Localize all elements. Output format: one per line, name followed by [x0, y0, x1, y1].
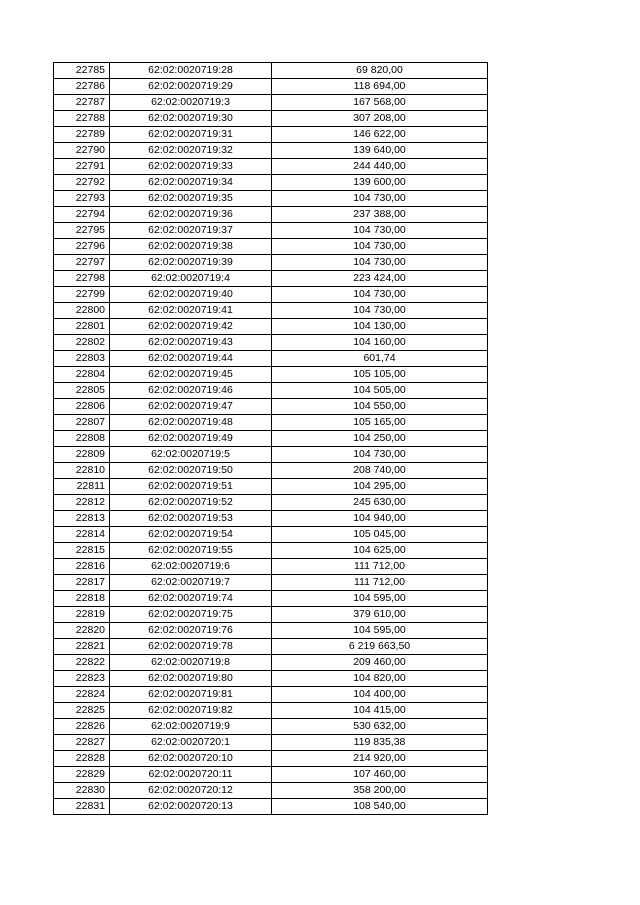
row-number-cell: 22792 [54, 175, 110, 191]
row-number-cell: 22794 [54, 207, 110, 223]
cadastral-number-cell: 62:02:0020720:12 [110, 783, 272, 799]
table-row [54, 479, 488, 495]
cadastral-number-cell: 62:02:0020719:36 [110, 207, 272, 223]
table-row [54, 111, 488, 127]
cadastral-number-cell: 62:02:0020719:39 [110, 255, 272, 271]
table-row [54, 735, 488, 751]
cadastral-number-cell: 62:02:0020719:80 [110, 671, 272, 687]
value-cell: 245 630,00 [272, 495, 488, 511]
table-row [54, 367, 488, 383]
row-number-cell: 22785 [54, 63, 110, 79]
row-number-cell: 22830 [54, 783, 110, 799]
cadastral-number-cell: 62:02:0020719:6 [110, 559, 272, 575]
row-number-cell: 22808 [54, 431, 110, 447]
table-row [54, 559, 488, 575]
row-number-cell: 22806 [54, 399, 110, 415]
row-number-cell: 22831 [54, 799, 110, 815]
value-cell: 111 712,00 [272, 559, 488, 575]
table-row [54, 143, 488, 159]
table-row [54, 703, 488, 719]
table-row [54, 655, 488, 671]
cadastral-number-cell: 62:02:0020719:52 [110, 495, 272, 511]
row-number-cell: 22804 [54, 367, 110, 383]
table-row [54, 303, 488, 319]
table-row [54, 607, 488, 623]
table-row [54, 495, 488, 511]
row-number-cell: 22786 [54, 79, 110, 95]
table-row [54, 271, 488, 287]
cadastral-number-cell: 62:02:0020719:32 [110, 143, 272, 159]
value-cell: 118 694,00 [272, 79, 488, 95]
cadastral-number-cell: 62:02:0020719:8 [110, 655, 272, 671]
value-cell: 237 388,00 [272, 207, 488, 223]
cadastral-number-cell: 62:02:0020719:41 [110, 303, 272, 319]
row-number-cell: 22826 [54, 719, 110, 735]
value-cell: 379 610,00 [272, 607, 488, 623]
cadastral-number-cell: 62:02:0020719:31 [110, 127, 272, 143]
table-body [54, 63, 488, 815]
value-cell: 167 568,00 [272, 95, 488, 111]
row-number-cell: 22796 [54, 239, 110, 255]
row-number-cell: 22820 [54, 623, 110, 639]
row-number-cell: 22821 [54, 639, 110, 655]
value-cell: 119 835,38 [272, 735, 488, 751]
row-number-cell: 22812 [54, 495, 110, 511]
value-cell: 104 505,00 [272, 383, 488, 399]
row-number-cell: 22829 [54, 767, 110, 783]
cadastral-number-cell: 62:02:0020719:49 [110, 431, 272, 447]
row-number-cell: 22805 [54, 383, 110, 399]
table-row [54, 335, 488, 351]
cadastral-number-cell: 62:02:0020719:51 [110, 479, 272, 495]
table-row [54, 463, 488, 479]
cadastral-number-cell: 62:02:0020719:42 [110, 319, 272, 335]
cadastral-number-cell: 62:02:0020719:47 [110, 399, 272, 415]
value-cell: 104 730,00 [272, 447, 488, 463]
table-row [54, 255, 488, 271]
value-cell: 139 600,00 [272, 175, 488, 191]
cadastral-number-cell: 62:02:0020719:7 [110, 575, 272, 591]
cadastral-number-cell: 62:02:0020719:28 [110, 63, 272, 79]
row-number-cell: 22811 [54, 479, 110, 495]
value-cell: 209 460,00 [272, 655, 488, 671]
table-row [54, 415, 488, 431]
row-number-cell: 22795 [54, 223, 110, 239]
value-cell: 105 165,00 [272, 415, 488, 431]
cadastral-number-cell: 62:02:0020719:44 [110, 351, 272, 367]
row-number-cell: 22813 [54, 511, 110, 527]
value-cell: 146 622,00 [272, 127, 488, 143]
row-number-cell: 22791 [54, 159, 110, 175]
table-row [54, 687, 488, 703]
row-number-cell: 22803 [54, 351, 110, 367]
table-row [54, 575, 488, 591]
value-cell: 104 595,00 [272, 623, 488, 639]
value-cell: 104 940,00 [272, 511, 488, 527]
table-row [54, 159, 488, 175]
table-row [54, 383, 488, 399]
table-row [54, 639, 488, 655]
table-row [54, 431, 488, 447]
row-number-cell: 22814 [54, 527, 110, 543]
row-number-cell: 22798 [54, 271, 110, 287]
table-row [54, 591, 488, 607]
row-number-cell: 22819 [54, 607, 110, 623]
row-number-cell: 22807 [54, 415, 110, 431]
cadastral-number-cell: 62:02:0020719:40 [110, 287, 272, 303]
cadastral-number-cell: 62:02:0020719:78 [110, 639, 272, 655]
value-cell: 104 250,00 [272, 431, 488, 447]
row-number-cell: 22816 [54, 559, 110, 575]
value-cell: 214 920,00 [272, 751, 488, 767]
row-number-cell: 22828 [54, 751, 110, 767]
value-cell: 139 640,00 [272, 143, 488, 159]
table-row [54, 239, 488, 255]
table-row [54, 207, 488, 223]
cadastral-number-cell: 62:02:0020719:5 [110, 447, 272, 463]
table-row [54, 79, 488, 95]
cadastral-number-cell: 62:02:0020719:4 [110, 271, 272, 287]
cadastral-number-cell: 62:02:0020719:37 [110, 223, 272, 239]
table-row [54, 543, 488, 559]
value-cell: 104 295,00 [272, 479, 488, 495]
value-cell: 104 820,00 [272, 671, 488, 687]
row-number-cell: 22801 [54, 319, 110, 335]
table-row [54, 175, 488, 191]
value-cell: 104 730,00 [272, 223, 488, 239]
value-cell: 104 730,00 [272, 303, 488, 319]
row-number-cell: 22825 [54, 703, 110, 719]
row-number-cell: 22790 [54, 143, 110, 159]
row-number-cell: 22799 [54, 287, 110, 303]
row-number-cell: 22818 [54, 591, 110, 607]
value-cell: 108 540,00 [272, 799, 488, 815]
row-number-cell: 22817 [54, 575, 110, 591]
cadastral-number-cell: 62:02:0020719:46 [110, 383, 272, 399]
table-row [54, 319, 488, 335]
value-cell: 105 045,00 [272, 527, 488, 543]
value-cell: 104 625,00 [272, 543, 488, 559]
cadastral-number-cell: 62:02:0020719:53 [110, 511, 272, 527]
value-cell: 104 415,00 [272, 703, 488, 719]
value-cell: 104 730,00 [272, 191, 488, 207]
value-cell: 104 730,00 [272, 287, 488, 303]
row-number-cell: 22800 [54, 303, 110, 319]
value-cell: 307 208,00 [272, 111, 488, 127]
table-row [54, 671, 488, 687]
value-cell: 107 460,00 [272, 767, 488, 783]
cadastral-number-cell: 62:02:0020719:54 [110, 527, 272, 543]
value-cell: 104 400,00 [272, 687, 488, 703]
value-cell: 104 160,00 [272, 335, 488, 351]
value-cell: 208 740,00 [272, 463, 488, 479]
cadastral-number-cell: 62:02:0020719:29 [110, 79, 272, 95]
cadastral-number-cell: 62:02:0020719:33 [110, 159, 272, 175]
cadastral-number-cell: 62:02:0020720:10 [110, 751, 272, 767]
value-cell: 223 424,00 [272, 271, 488, 287]
cadastral-number-cell: 62:02:0020719:81 [110, 687, 272, 703]
table-row [54, 191, 488, 207]
value-cell: 6 219 663,50 [272, 639, 488, 655]
row-number-cell: 22810 [54, 463, 110, 479]
table-row [54, 623, 488, 639]
cadastral-number-cell: 62:02:0020719:30 [110, 111, 272, 127]
cadastral-number-cell: 62:02:0020719:9 [110, 719, 272, 735]
cadastral-number-cell: 62:02:0020719:38 [110, 239, 272, 255]
row-number-cell: 22809 [54, 447, 110, 463]
row-number-cell: 22824 [54, 687, 110, 703]
table-row [54, 511, 488, 527]
row-number-cell: 22827 [54, 735, 110, 751]
table-row [54, 287, 488, 303]
table-row [54, 223, 488, 239]
cadastral-number-cell: 62:02:0020719:35 [110, 191, 272, 207]
value-cell: 104 730,00 [272, 255, 488, 271]
table-row [54, 399, 488, 415]
table-row [54, 63, 488, 79]
value-cell: 104 730,00 [272, 239, 488, 255]
value-cell: 601,74 [272, 351, 488, 367]
row-number-cell: 22787 [54, 95, 110, 111]
table-row [54, 751, 488, 767]
value-cell: 530 632,00 [272, 719, 488, 735]
cadastral-number-cell: 62:02:0020719:50 [110, 463, 272, 479]
row-number-cell: 22822 [54, 655, 110, 671]
row-number-cell: 22788 [54, 111, 110, 127]
cadastral-number-cell: 62:02:0020719:82 [110, 703, 272, 719]
cadastral-number-cell: 62:02:0020720:11 [110, 767, 272, 783]
cadastral-number-cell: 62:02:0020719:34 [110, 175, 272, 191]
table-row [54, 783, 488, 799]
value-cell: 111 712,00 [272, 575, 488, 591]
cadastral-number-cell: 62:02:0020720:1 [110, 735, 272, 751]
value-cell: 244 440,00 [272, 159, 488, 175]
cadastral-number-cell: 62:02:0020719:3 [110, 95, 272, 111]
row-number-cell: 22815 [54, 543, 110, 559]
value-cell: 104 595,00 [272, 591, 488, 607]
table-row [54, 767, 488, 783]
table-row [54, 527, 488, 543]
cadastral-number-cell: 62:02:0020719:74 [110, 591, 272, 607]
value-cell: 104 550,00 [272, 399, 488, 415]
cadastral-value-table [53, 62, 488, 815]
table-row [54, 799, 488, 815]
table-row [54, 127, 488, 143]
cadastral-number-cell: 62:02:0020719:55 [110, 543, 272, 559]
row-number-cell: 22802 [54, 335, 110, 351]
row-number-cell: 22793 [54, 191, 110, 207]
cadastral-number-cell: 62:02:0020719:75 [110, 607, 272, 623]
cadastral-number-cell: 62:02:0020719:45 [110, 367, 272, 383]
table-row [54, 351, 488, 367]
row-number-cell: 22797 [54, 255, 110, 271]
table-row [54, 719, 488, 735]
value-cell: 358 200,00 [272, 783, 488, 799]
table-row [54, 95, 488, 111]
cadastral-number-cell: 62:02:0020719:43 [110, 335, 272, 351]
row-number-cell: 22823 [54, 671, 110, 687]
cadastral-number-cell: 62:02:0020720:13 [110, 799, 272, 815]
value-cell: 69 820,00 [272, 63, 488, 79]
value-cell: 105 105,00 [272, 367, 488, 383]
cadastral-number-cell: 62:02:0020719:48 [110, 415, 272, 431]
value-cell: 104 130,00 [272, 319, 488, 335]
cadastral-number-cell: 62:02:0020719:76 [110, 623, 272, 639]
table-row [54, 447, 488, 463]
row-number-cell: 22789 [54, 127, 110, 143]
